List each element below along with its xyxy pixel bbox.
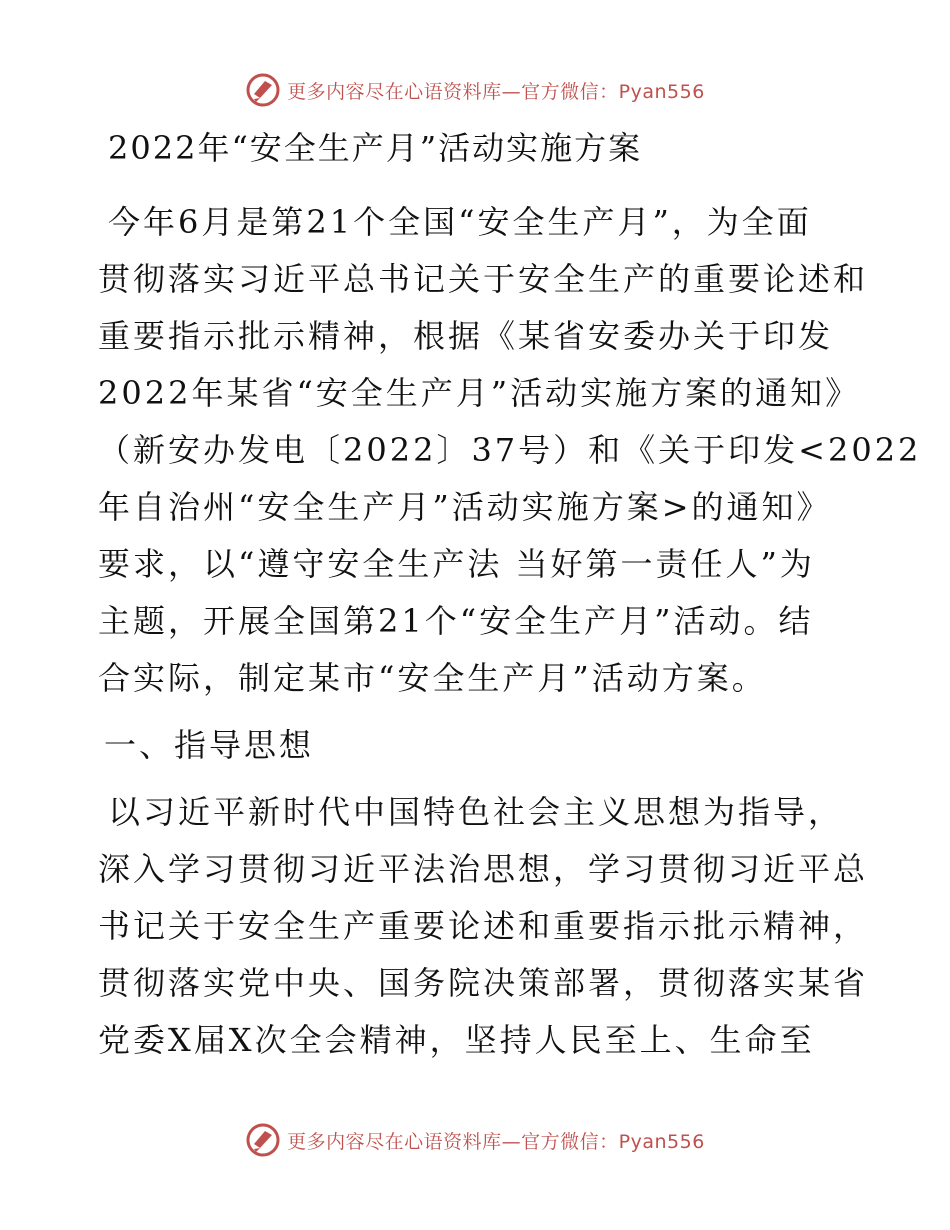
paragraph-line: （新安办发电〔2022〕37号）和《关于印发<2022 <box>98 431 922 469</box>
paragraph-line: 年自治州“安全生产月”活动实施方案>的通知》 <box>98 488 832 526</box>
document-title: 2022年“安全生产月”活动实施方案 <box>108 129 643 167</box>
watermark-footer <box>0 1120 950 1160</box>
watermark-text: 更多内容尽在心语资料库—官方微信：Pyan556 <box>287 80 705 103</box>
section1-paragraph <box>98 784 869 1069</box>
paragraph-line: 以习近平新时代中国特色社会主义思想为指导， <box>108 793 844 831</box>
watermark-header <box>0 70 950 110</box>
paragraph-line: 要求，以“遵守安全生产法 当好第一责任人”为 <box>98 545 815 583</box>
paragraph-line: 今年6月是第21个全国“安全生产月”，为全面 <box>108 203 812 241</box>
brand-logo-icon <box>245 72 281 108</box>
watermark-text: 更多内容尽在心语资料库—官方微信：Pyan556 <box>287 1130 705 1153</box>
paragraph-line: 贯彻落实习近平总书记关于安全生产的重要论述和 <box>98 260 869 298</box>
section-heading: 一、指导思想 <box>104 726 315 764</box>
paragraph-line: 合实际，制定某市“安全生产月”活动方案。 <box>98 659 767 697</box>
paragraph-line: 2022年某省“安全生产月”活动实施方案的通知》 <box>98 374 861 412</box>
paragraph-line: 重要指示批示精神，根据《某省安委办关于印发 <box>98 317 834 355</box>
brand-logo-icon <box>245 1122 281 1158</box>
paragraph-line: 党委X届X次全会精神，坚持人民至上、生命至 <box>98 1021 815 1059</box>
document-body <box>98 122 922 1069</box>
paragraph-line: 主题，开展全国第21个“安全生产月”活动。结 <box>98 602 814 640</box>
paragraph-line: 深入学习贯彻习近平法治思想，学习贯彻习近平总 <box>98 850 869 888</box>
intro-paragraph <box>98 194 922 707</box>
paragraph-line: 贯彻落实党中央、国务院决策部署，贯彻落实某省 <box>98 964 869 1002</box>
paragraph-line: 书记关于安全生产重要论述和重要指示批示精神， <box>98 907 869 945</box>
